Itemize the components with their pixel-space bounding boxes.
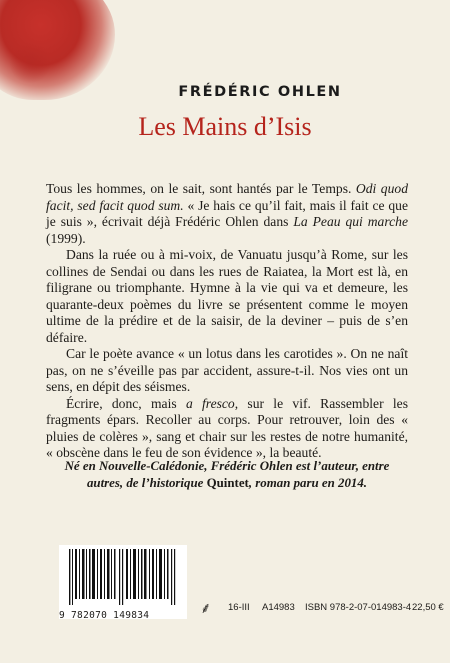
p1-latin: Odi quod facit, sed facit quod sum. <box>46 181 408 213</box>
p4-italic: a fresco <box>185 395 235 411</box>
publisher-logo-icon: ⸙ <box>200 599 212 617</box>
p1-text-2: « Je hais ce qu’il fait, mais il fait ce que je suis », écrivait déjà Frédéric Ohlen dans <box>46 197 408 229</box>
p1-year: (1999). <box>46 230 86 246</box>
red-ink-stain-small <box>10 40 50 85</box>
back-cover-blurb <box>46 181 408 462</box>
isbn: ISBN 978-2-07-014983-4 <box>305 602 412 613</box>
p4-text: Écrire, donc, mais <box>66 395 186 411</box>
bio-text: Né en Nouvelle-Calédonie, Frédéric Ohlen est l’auteur, entre autres, de l’historique <box>64 459 390 490</box>
p1-book-title: La Peau qui marche <box>293 214 409 229</box>
barcode-number: 9 782070 149834 <box>59 610 150 621</box>
paragraph-2: Dans la ruée ou à mi-voix, de Vanuatu jusqu’à Rome, sur les collines de Sendai ou dans les rues de Raiatea, la Mort est là, en filigrane ou triomphante. Hymne à la vie qui va et demeure, les quarante-deux poèmes du livre se présentent comme le moyen ultime de la prédire et de la saisir, de la deviner – puis de s’en défaire. <box>46 247 408 345</box>
p4-text-2: , sur le vif. Rassembler les fragments épars. Recoller au corps. Pour retrouver, loin des « pluies de colères », sang et chair sur les restes de notre humanité, « obscène dans le feu de son évidence », la beauté. <box>46 395 408 460</box>
p1-text: Tous les hommes, on le sait, sont hantés par le Temps. <box>46 181 356 196</box>
book-title: Les Mains d’Isis <box>138 112 312 141</box>
code-a: A14983 <box>262 602 295 613</box>
code-16: 16-III <box>228 602 250 613</box>
author-name: FRÉDÉRIC OHLEN <box>178 84 342 100</box>
bio-text-2: , roman paru en 2014. <box>248 475 368 490</box>
author-bio <box>46 458 408 491</box>
price: 22,50 € <box>412 602 444 613</box>
barcode-bars <box>59 545 187 607</box>
bio-novel-title: Quintet <box>206 475 249 490</box>
paragraph-1 <box>46 181 408 247</box>
paragraph-4 <box>46 396 408 462</box>
barcode <box>59 545 187 619</box>
paragraph-3: Car le poète avance « un lotus dans les carotides ». On ne naît pas, on ne s’éveille pas par accident, assure-t-il. Nos vies ont un sens, en dépit des séismes. <box>46 346 408 394</box>
